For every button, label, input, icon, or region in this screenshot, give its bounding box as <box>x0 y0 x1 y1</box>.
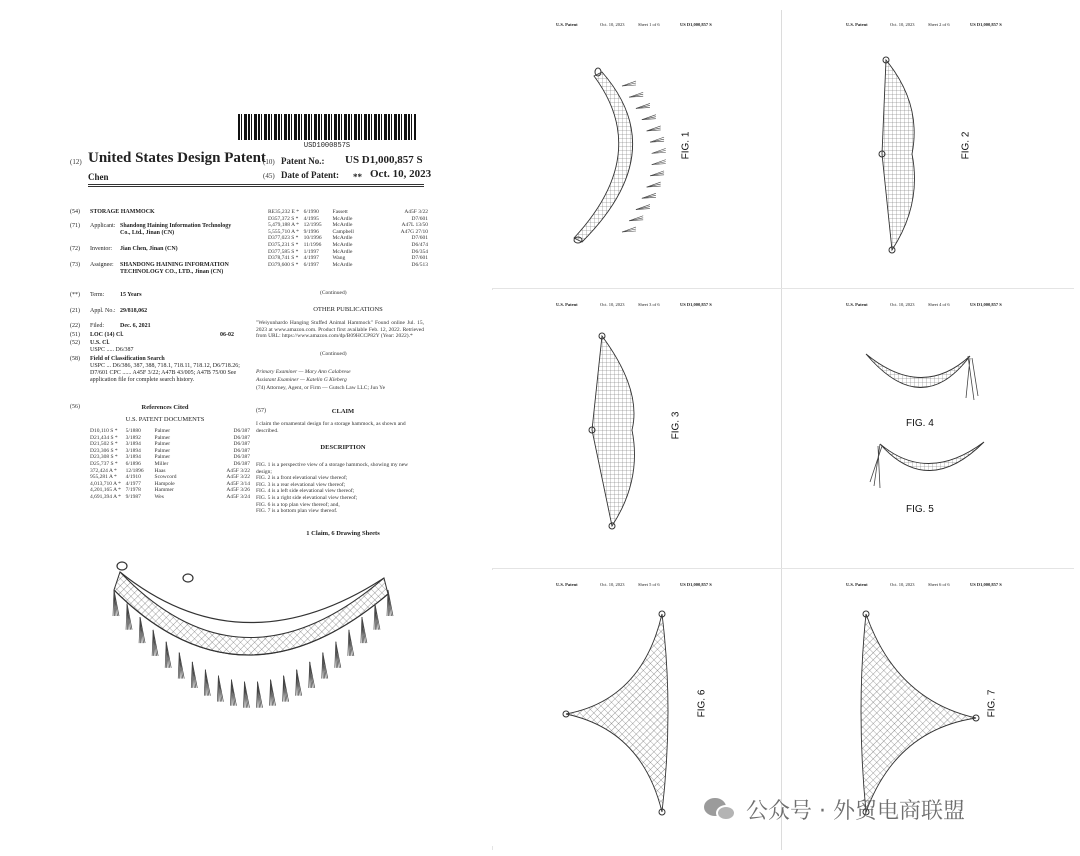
code-10: (10) <box>263 158 275 166</box>
us-reference-cell: 9/1987 <box>125 493 141 500</box>
us-reference-cell: 4,201,165 A * <box>90 487 121 494</box>
description-heading: DESCRIPTION <box>320 444 366 451</box>
us-reference-row <box>90 474 250 481</box>
us-reference-cell: 12/1896 <box>125 467 144 474</box>
references-heading: References Cited <box>141 404 189 411</box>
description-line: FIG. 3 is a rear elevational view thereof; <box>256 481 346 488</box>
watermark <box>704 794 965 825</box>
cited-reference-row <box>268 242 428 249</box>
us-reference-cell: 3/1894 <box>125 454 141 461</box>
sheet-3-header: U.S. Patent Oct. 10, 2023 Sheet 3 of 6 US D1,000,857 S <box>556 302 712 307</box>
us-reference-cell: A45F 3/26 <box>226 487 250 494</box>
cited-reference-cell: 5,555,710 A * <box>268 228 299 235</box>
field-us-cl: (52) U.S. Cl. USPC ..... D6/387 <box>70 340 134 353</box>
cited-reference-cell: A47L 13/50 <box>401 222 428 229</box>
cited-reference-cell: D377,023 S * <box>268 235 299 242</box>
cited-reference-cell: McArdle <box>332 235 353 242</box>
fig3-label: FIG. 3 <box>670 411 682 440</box>
fig2-label: FIG. 2 <box>960 131 972 160</box>
us-reference-cell: Scowcord <box>154 474 177 481</box>
cited-reference-cell: D7/601 <box>411 215 428 222</box>
fig1-label: FIG. 1 <box>680 131 692 160</box>
us-reference-row <box>90 468 250 475</box>
us-reference-cell: 4/1977 <box>125 480 141 487</box>
sheet-5-header: U.S. Patent Oct. 10, 2023 Sheet 5 of 6 US D1,000,857 S <box>556 582 712 587</box>
us-reference-cell: Miller <box>154 460 169 467</box>
cited-reference-cell: McArdle <box>332 222 353 229</box>
cited-reference-cell: 6/1990 <box>303 209 319 215</box>
sheet-6-header: U.S. Patent Oct. 10, 2023 Sheet 6 of 6 US D1,000,857 S <box>846 582 1002 587</box>
us-reference-cell: 4,013,710 A * <box>90 480 121 487</box>
hammock-front-drawing <box>92 550 394 710</box>
cited-reference-row <box>268 229 428 236</box>
wechat-icon <box>704 796 738 824</box>
us-reference-cell: Palmer <box>154 441 171 448</box>
code-57: (57) <box>256 408 266 414</box>
us-reference-row <box>90 494 250 501</box>
description-line: FIG. 7 is a bottom plan view thereof. <box>256 508 338 515</box>
description-line: FIG. 1 is a perspective view of a storage hammock, showing my new design; <box>256 462 409 475</box>
us-reference-cell: 4,691,394 A * <box>90 493 121 500</box>
us-reference-cell: 7/1978 <box>125 487 141 494</box>
us-reference-cell: D21,434 S * <box>90 434 118 441</box>
cited-reference-cell: D375,231 S * <box>268 241 299 248</box>
description-line: FIG. 6 is a top plan view thereof; and, <box>256 501 340 508</box>
fig7-drawing <box>852 610 982 816</box>
cited-reference-row <box>268 249 428 256</box>
fig6-label: FIG. 6 <box>696 689 708 718</box>
cited-reference-cell: A47G 27/10 <box>400 228 428 235</box>
cited-reference-cell: 1/1997 <box>303 248 319 255</box>
description-list <box>256 462 424 515</box>
inventor-surname: Chen <box>88 172 109 182</box>
description-line: FIG. 2 is a front elevational view thereof; <box>256 475 348 482</box>
us-reference-cell: D6/387 <box>233 447 250 454</box>
cited-reference-cell: McArdle <box>332 248 353 255</box>
cited-reference-row <box>268 255 428 262</box>
cited-reference-cell: D7/601 <box>411 235 428 242</box>
fig3-drawing <box>582 330 662 530</box>
us-reference-row <box>90 435 250 442</box>
us-reference-cell: A45F 3/14 <box>226 480 250 487</box>
cited-reference-cell: 9/1996 <box>303 228 319 235</box>
cited-reference-cell: 10/1996 <box>303 235 322 242</box>
watermark-text: 公众号 · 外贸电商联盟 <box>746 799 965 824</box>
cited-reference-cell: D357,372 S * <box>268 215 299 222</box>
fig1-drawing <box>562 62 682 252</box>
us-reference-cell: 3/1894 <box>125 447 141 454</box>
claim-text: I claim the ornamental design for a storage hammock, as shown and described. <box>256 421 406 434</box>
cited-reference-cell: D379,600 S * <box>268 261 299 268</box>
fig2-drawing <box>872 54 952 254</box>
cited-reference-cell: A45F 3/22 <box>404 209 428 215</box>
us-reference-row <box>90 487 250 494</box>
drawing-sheet-1 <box>492 10 780 288</box>
us-reference-cell: 3/1892 <box>125 434 141 441</box>
fig4-label: FIG. 4 <box>906 418 934 429</box>
cited-reference-cell: 4/1995 <box>303 215 319 222</box>
us-reference-cell: Haas <box>154 467 166 474</box>
us-docs-heading: U.S. PATENT DOCUMENTS <box>125 416 205 423</box>
us-reference-cell: D10,110 S * <box>90 428 118 434</box>
us-reference-cell: A45F 3/22 <box>226 467 250 474</box>
field-applicant: (71) Applicant: Shandong Haining Information Technology Co., Ltd., Jinan (CN) <box>70 223 232 236</box>
barcode <box>238 114 416 140</box>
cited-reference-row <box>268 262 428 269</box>
cited-reference-cell: Wang <box>332 255 346 262</box>
fig5-drawing <box>868 438 988 498</box>
date-label: Date of Patent: <box>281 170 339 180</box>
cited-reference-cell: 6/1997 <box>303 261 319 268</box>
us-reference-cell: D23,308 S * <box>90 454 118 461</box>
cited-reference-cell: McArdle <box>332 261 353 268</box>
description-line: FIG. 4 is a left side elevational view thereof; <box>256 488 355 495</box>
sheet-1-header: U.S. Patent Oct. 10, 2023 Sheet 1 of 6 US D1,000,857 S <box>556 22 712 27</box>
other-publications-heading: OTHER PUBLICATIONS <box>313 306 383 313</box>
us-reference-cell: 372,424 A * <box>90 467 117 474</box>
fig6-drawing <box>562 610 682 816</box>
header-rule-2 <box>88 186 424 187</box>
cited-reference-cell: McArdle <box>332 241 353 248</box>
us-reference-row <box>90 481 250 488</box>
us-reference-cell: A45F 3/22 <box>226 474 250 481</box>
right-references-list <box>268 209 428 268</box>
cited-reference-cell: McArdle <box>332 215 353 222</box>
cited-reference-cell: D378,741 S * <box>268 255 299 262</box>
sheet-4-header: U.S. Patent Oct. 10, 2023 Sheet 4 of 6 US D1,000,857 S <box>846 302 1002 307</box>
description-line: FIG. 5 is a right side elevational view thereof; <box>256 494 358 501</box>
cited-reference-cell: Fassett <box>332 209 348 215</box>
us-reference-cell: D6/387 <box>233 434 250 441</box>
patent-no-label: Patent No.: <box>281 156 325 166</box>
cited-reference-cell: D377,585 S * <box>268 248 299 255</box>
us-reference-cell: Wes <box>154 493 164 500</box>
drawing-sheet-3 <box>492 290 780 568</box>
us-reference-cell: 6/1896 <box>125 460 141 467</box>
us-reference-cell: Palmer <box>154 434 171 441</box>
patent-date: Oct. 10, 2023 <box>370 168 432 180</box>
attorney: (74) Attorney, Agent, or Firm — Gutsch Law LLC; Jun Ye <box>256 385 386 391</box>
code-45: (45) <box>263 172 275 180</box>
cited-reference-cell: D6/354 <box>411 248 428 255</box>
cited-reference-cell: Campbell <box>332 228 354 235</box>
fig4-drawing <box>862 350 982 410</box>
primary-examiner: Primary Examiner — Mary Ann Calabrese <box>256 369 351 375</box>
us-reference-cell: D6/387 <box>233 454 250 461</box>
sheet-divider-1 <box>492 288 1074 289</box>
us-reference-row <box>90 448 250 455</box>
cited-reference-row <box>268 235 428 242</box>
cited-reference-row <box>268 209 428 216</box>
us-reference-cell: D25,737 S * <box>90 460 118 467</box>
us-reference-cell: D23,306 S * <box>90 447 118 454</box>
us-reference-cell: 3/1894 <box>125 441 141 448</box>
other-publication-text: "Weiyunhardo Hanging Stuffed Animal Hammock" Found online Jul. 15, 2023 at www.amazon.com. Product first available Feb. 12, 2022. Retrieved from URL: https://www.amazon.com/dp/B09HCCP82Y (Year: 2022).* <box>256 320 424 340</box>
cited-reference-cell: D6/513 <box>411 261 428 268</box>
drawing-sheet-2 <box>782 10 1070 288</box>
cited-reference-row <box>268 216 428 223</box>
sheet-2-header: U.S. Patent Oct. 10, 2023 Sheet 2 of 6 US D1,000,857 S <box>846 22 1002 27</box>
claims-summary: 1 Claim, 6 Drawing Sheets <box>306 530 380 537</box>
us-reference-row <box>90 461 250 468</box>
cited-reference-cell: D6/474 <box>411 241 428 248</box>
fig7-label: FIG. 7 <box>986 689 998 718</box>
us-reference-cell: Hampole <box>154 480 175 487</box>
continued-1: (Continued) <box>320 290 347 296</box>
us-reference-cell: Palmer <box>154 447 171 454</box>
sheet-divider-2 <box>492 568 1074 569</box>
drawing-sheet-4 <box>782 290 1070 568</box>
us-reference-cell: D21,502 S * <box>90 441 118 448</box>
us-reference-cell: D6/387 <box>233 460 250 467</box>
continued-2: (Continued) <box>320 351 347 357</box>
us-reference-cell: Palmer <box>154 454 171 461</box>
us-reference-cell: Palmer <box>154 428 171 434</box>
us-reference-cell: A45F 3/24 <box>226 493 250 500</box>
us-reference-cell: 5/1880 <box>125 428 141 434</box>
header-rule <box>88 184 424 185</box>
us-reference-cell: 4/1910 <box>125 474 141 481</box>
cited-reference-cell: 12/1995 <box>303 222 322 229</box>
patent-type-title: United States Design Patent <box>88 150 266 166</box>
barcode-number: USD1000857S <box>303 142 351 150</box>
cited-reference-cell: D7/601 <box>411 255 428 262</box>
us-reference-cell: D6/387 <box>233 428 250 434</box>
us-reference-cell: D6/387 <box>233 441 250 448</box>
patent-number: US D1,000,857 S <box>345 154 423 166</box>
us-reference-row <box>90 428 250 435</box>
cited-reference-row <box>268 222 428 229</box>
cited-reference-cell: 11/1996 <box>303 241 322 248</box>
claim-heading: CLAIM <box>331 408 355 415</box>
cited-reference-cell: 5,479,188 A * <box>268 222 299 229</box>
us-reference-cell: Hammer <box>154 487 174 494</box>
cited-reference-cell: RE35,232 E * <box>268 209 300 215</box>
patent-front-page: USD1000857S (12) United States Design Patent Chen (10) Patent No.: US D1,000,857 S (45) Date of Patent: ** Oct. 10, 2023 (54) STORAGE HAMMOCK (71) Applicant: Shandong Haining Information Technology Co., Ltd., Jinan (CN) (72) Inventor: Jian Chen, Jinan (CN) (73) Assignee: SHANDONG HAINING INFORMATION TECHNOLOGY CO., LTD., Jinan (CN) (**) Term: 15 Years (21) Appl. No.: 29/818,062 (22) Filed: Dec. 6, 2021 (51) LOC (14) Cl. 06-02 (52) U.S. Cl. USPC ..... D6/387 (58) Field of Classification Search USPC ... D6/386, 387, 388, 718.1, 718.11, 718.12, D6/718.26; D7/601 CPC ...... A45F 3/22; A47B 43/005; A47B 75/00 See application file for complete search history. (56) References Cited U.S. PATENT DOCUMENTS D10,110 S * 5/1880 Palmer D6/387 D21,434 S * 3/1892 Palmer D6/387 D21,502 S * 3/1894 Palmer D6/387 D23,306 S * 3/1894 Palmer D6/387 D23,308 S * 3/1894 Palmer D6/387 D25,737 S * 6/1896 Miller D6/387 372,424 A * 12/1896 Haas A45F 3/22 955,281 A * 4/1910 Scowcord A45F 3/22 4,013,710 A * 4/1977 Hampole A45F 3/14 4,201,165 A * 7/1978 Hammer A45F 3/26 4,691,394 A * 9/1987 Wes A45F 3/24 RE35,232 E * 6/1990 Fassett A45F 3/22 D357,372 S * 4/1995 McArdle D7/601 5,479,188 A * 12/1995 McArdle A47L 13/50 5,555,710 A * 9/1996 Campbell A47G 27/10 D377,023 S * 10/1996 McArdle D7/601 D375,231 S * 11/1996 McArdle D6/474 D377,585 S * 1/1997 McArdle D6/354 D378,741 S * 4/1997 Wang D7/601 D379,600 S * 6/1997 McArdle D6/513 (Continued) OTHER PUBLICATIONS "Weiyunhardo Hanging Stuffed Animal Hammock" Found online Jul. 15, 2023 at www.amazon.com. Product first available Feb. 12, 2022. Retrieved from URL: https://www.amazon.com/dp/B09HCCP82Y (Year: 2022).* (Continued) Primary Examiner — Mary Ann Calabrese Assistant Examiner — Katelin G Kleberg (74) Attorney, Agent, or Firm — Gutsch Law LLC; Jun Ye (57) CLAIM I claim the ornamental design for a storage hammock, as shown and described. DESCRIPTION FIG. 1 is a perspective view of a storage hammock, showing my new design; FIG. 2 is a front elevational view thereof; FIG. 3 is a rear elevational view thereof; FIG. 4 is a left side elevational view thereof; FIG. 5 is a right side elevational view thereof; FIG. 6 is a top plan view thereof; and, FIG. 7 is a bottom plan view thereof. 1 Claim, 6 Drawing Sheets <box>0 0 490 856</box>
cited-reference-cell: 4/1997 <box>303 255 319 262</box>
date-marker: ** <box>353 172 362 182</box>
us-reference-row <box>90 441 250 448</box>
assistant-examiner: Assistant Examiner — Katelin G Kleberg <box>256 377 347 383</box>
us-reference-cell: 955,281 A * <box>90 474 117 481</box>
code-56: (56) <box>70 404 80 410</box>
field-classification: (58) Field of Classification Search USPC ... D6/386, 387, 388, 718.1, 718.11, 718.12, D6/718.26; D7/601 CPC ...... A45F 3/22; A47B 43/005; A47B 75/00 See application file for complete search history. <box>70 356 240 383</box>
code-12: (12) <box>70 158 82 166</box>
fig5-label: FIG. 5 <box>906 504 934 515</box>
us-references-list <box>90 428 250 501</box>
us-reference-row <box>90 454 250 461</box>
field-assignee: (73) Assignee: SHANDONG HAINING INFORMATION TECHNOLOGY CO., LTD., Jinan (CN) <box>70 262 229 275</box>
